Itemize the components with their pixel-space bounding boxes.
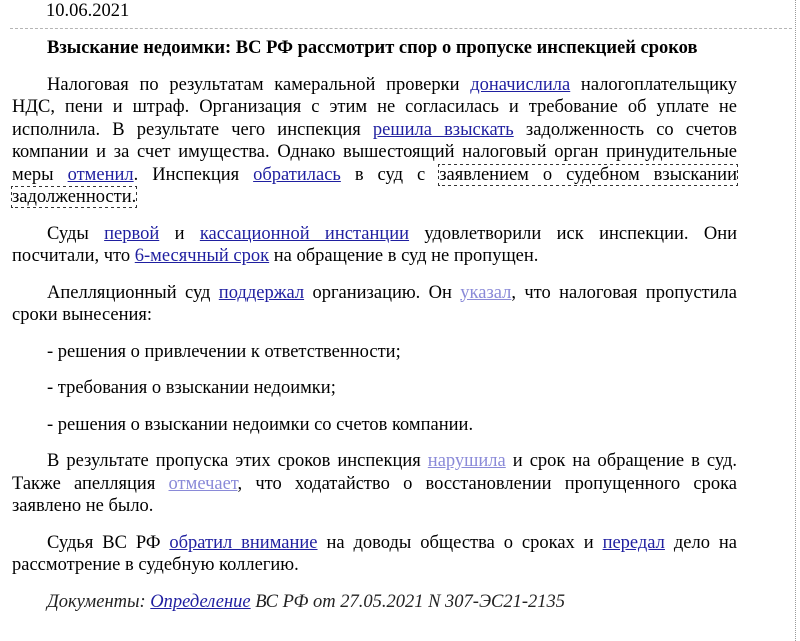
text: Суды [47, 223, 105, 244]
paragraph-4 [12, 450, 737, 518]
paragraph-1 [12, 74, 737, 209]
page-right-border [795, 0, 796, 641]
text: Апелляционный суд [47, 282, 219, 303]
link-otmechaet[interactable]: отмечает [168, 473, 238, 494]
text: Судья ВС РФ [47, 532, 170, 553]
date-separator [10, 28, 792, 29]
paragraph-5 [12, 532, 737, 577]
link-obratil-vnimanie[interactable]: обратил внимание [169, 532, 318, 553]
text: Налоговая по результатам камеральной проверки [47, 74, 471, 95]
text: В результате пропуска этих сроков инспекция [47, 451, 428, 471]
documents-line [12, 591, 737, 614]
text: и срок на обращение в суд. Также апелляция [12, 451, 737, 494]
link-narushila[interactable]: нарушила [427, 451, 506, 471]
link-6-mesyachny-srok[interactable]: 6-месячный срок [134, 246, 270, 266]
text: ВС РФ от 27.05.2021 N 307-ЭС21-2135 [250, 591, 566, 612]
link-otmenil[interactable]: отменил [67, 164, 134, 185]
list-item: - требования о взыскании недоимки; [47, 378, 336, 398]
documents-label: Документы: [47, 591, 146, 612]
link-podderzhal[interactable]: поддержал [218, 282, 305, 303]
text: на обращение в суд не пропущен. [269, 246, 539, 266]
article-date: 10.06.2021 [46, 1, 130, 21]
article-body [12, 37, 737, 613]
link-kassacionnoy-instancii[interactable]: кассационной инстанции [199, 223, 410, 244]
paragraph-3 [12, 282, 737, 327]
text: . Инспекция [133, 164, 254, 185]
text: дело на рассмотрение в судебную коллегию. [12, 532, 737, 575]
text: в суд с [340, 164, 440, 185]
link-ukazal[interactable]: указал [460, 282, 512, 303]
link-obratilas[interactable]: обратилась [253, 164, 341, 185]
article-title: Взыскание недоимки: ВС РФ рассмотрит спор о пропуске инспекцией сроков [47, 38, 698, 58]
link-pervoy[interactable]: первой [104, 223, 160, 244]
paragraph-2 [12, 223, 737, 268]
text: и [159, 223, 200, 244]
link-peredal[interactable]: передал [602, 532, 665, 553]
list-item: - решения о взыскании недоимки со счетов компании. [47, 414, 474, 435]
list-item: - решения о привлечении к ответственности; [47, 341, 401, 362]
text: удовлетворили иск инспекции. Они посчитали, что [12, 223, 737, 266]
text: , что ходатайство о восстановлении пропущенного срока заявлено не было. [12, 473, 737, 516]
text: организацию. Он [304, 282, 461, 303]
text: , что налоговая пропустила сроки вынесения: [12, 282, 737, 325]
text: на доводы общества о сроках и [317, 532, 603, 553]
link-opredelenie[interactable]: Определение [150, 591, 251, 612]
link-donachislila[interactable]: доначислила [470, 74, 571, 95]
link-reshila-vzyskat[interactable]: решила взыскать [372, 119, 514, 140]
text: задолженность со счетов компании и за счет имущества. Однако вышестоящий налоговый орган принудительные меры [12, 119, 737, 185]
text: налогоплательщику НДС, пени и штраф. Организация с этим не согласилась и требование об уплате не исполнила. В результате чего инспекция [12, 74, 737, 140]
focused-text-line: заявлением о судебном взыскании задолженности. [12, 164, 737, 207]
